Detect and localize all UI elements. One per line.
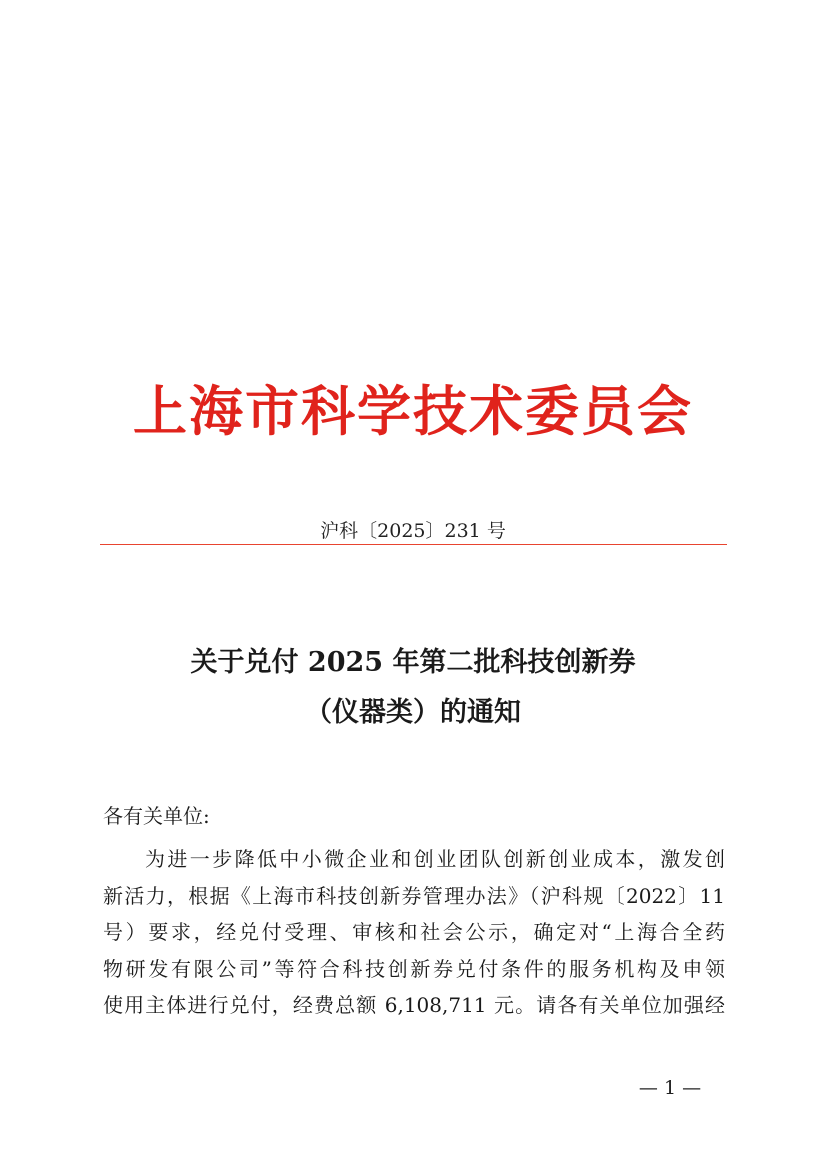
salutation: 各有关单位: — [103, 804, 210, 828]
body-line: 为进一步降低中小微企业和创业团队创新创业成本，激发创 — [145, 847, 725, 871]
issuing-authority-masthead: 上海市科学技术委员会 — [133, 379, 693, 443]
title-line-1: 关于兑付 2025 年第二批科技创新券 — [190, 647, 636, 678]
body-line: 新活力，根据《上海市科技创新券管理办法》（沪科规〔2022〕11 — [103, 883, 725, 908]
title-line-2: （仪器类）的通知 — [305, 697, 521, 728]
red-divider-line — [100, 544, 727, 545]
page-number: — 1 — — [638, 1077, 702, 1099]
body-line: 物研发有限公司”等符合科技创新券兑付条件的服务机构及申领 — [103, 956, 725, 981]
document-number: 沪科〔2025〕231 号 — [320, 520, 506, 542]
body-paragraph — [103, 841, 725, 1024]
body-line: 号）要求，经兑付受理、审核和社会公示，确定对“上海合全药 — [103, 920, 725, 944]
body-line: 使用主体进行兑付，经费总额 6,108,711 元。请各有关单位加强经 — [103, 993, 725, 1017]
document-title — [0, 638, 826, 738]
